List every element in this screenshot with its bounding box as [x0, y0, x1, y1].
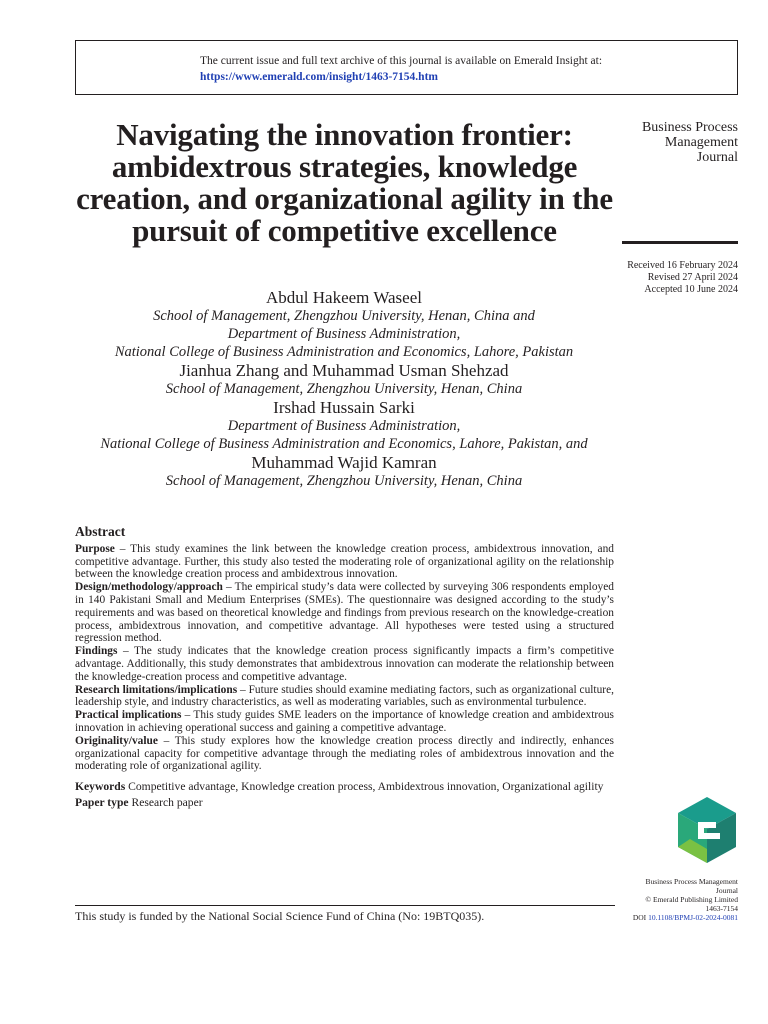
- abstract-section-label: Findings: [75, 645, 118, 658]
- author-affiliation: National College of Business Administration and Economics, Lahore, Pakistan, and: [100, 436, 588, 452]
- author-affiliation: Department of Business Administration,: [227, 418, 461, 434]
- doi-link[interactable]: 10.1108/BPMJ-02-2024-0081: [648, 913, 738, 922]
- author-affiliation: National College of Business Administration and Economics, Lahore, Pakistan: [114, 344, 574, 360]
- journal-name-line: Journal: [696, 150, 738, 165]
- abstract-findings: [75, 645, 614, 683]
- author-name: Abdul Hakeem Waseel: [266, 288, 422, 307]
- received-date: Received 16 February 2024: [627, 260, 738, 271]
- footnote-divider: [75, 905, 615, 906]
- abstract-section-text: – This study examines the link between the knowledge creation process, ambidextrous innovation, and competitive advantage. Further, this study also tested the moderating role of organizational agility on the relationship between the knowledge creation process and ambidextrous innovation.: [75, 542, 614, 581]
- abstract-section-text: – Future studies should examine mediating factors, such as organizational culture, leadership style, and industry characteristics, as well as moderating variables, such as environmental turbulence.: [75, 683, 614, 709]
- abstract-heading: Abstract: [75, 524, 126, 539]
- abstract-section-label: Research limitations/implications: [75, 683, 238, 696]
- abstract-section-text: – This study explores how the knowledge creation process directly and indirectly, enhances organizational capacity for competitive advantage through the mediating roles of ambidextrous innovation and the moderating role of organizational agility.: [75, 734, 614, 773]
- abstract-section-label: Design/methodology/approach: [75, 581, 223, 594]
- keywords: [75, 779, 614, 794]
- author-name: Jianhua Zhang and Muhammad Usman Shehzad: [179, 361, 509, 380]
- abstract-section-text: – The empirical study’s data were collected by surveying 306 respondents employed in 140 Pakistani Small and Medium Enterprises (SMEs). The questionnaire was designed according to the study’s requirements and was based on theoretical knowledge and findings from previous research on the knowledge-creation process, ambidextrous innovation, and competitive advantage. All hypotheses were tested using a structured regression method.: [75, 581, 614, 645]
- abstract-section-text: – The study indicates that the knowledge creation process significantly impacts a firm’s competitive advantage. Additionally, this study demonstrates that ambidextrous innovation can moderate the relationship between the knowledge-creation process and competitive advantage.: [75, 645, 614, 683]
- author-affiliation: School of Management, Zhengzhou University, Henan, China: [165, 473, 523, 489]
- journal-archive-link[interactable]: https://www.emerald.com/insight/1463-7154.htm: [200, 71, 438, 83]
- journal-name: [608, 120, 738, 165]
- author-list: [70, 288, 618, 490]
- abstract-originality: [75, 735, 614, 773]
- pubinfo-copyright: © Emerald Publishing Limited: [645, 895, 738, 904]
- archive-notice-text: The current issue and full text archive of this journal is available on Emerald Insight at:: [200, 55, 603, 67]
- paper-title: Navigating the innovation frontier: ambidextrous strategies, knowledge creation, and organizational agility in the pursuit of competitive excellence: [76, 117, 613, 248]
- abstract-section-text: – This study guides SME leaders on the importance of knowledge creation and ambidextrous innovation in achieving operational success and gaining a competitive advantage.: [75, 709, 614, 734]
- funding-footnote: This study is funded by the National Social Science Fund of China (No: 19BTQ035).: [75, 909, 485, 923]
- abstract-section-label: Purpose: [75, 542, 115, 555]
- abstract-design: [75, 581, 614, 645]
- archive-notice: [200, 53, 602, 85]
- abstract-purpose: [75, 543, 614, 581]
- paper-type: [75, 795, 614, 810]
- pubinfo-journal: Business Process Management: [645, 877, 738, 886]
- pubinfo-journal-2: Journal: [715, 886, 738, 895]
- doi-label: DOI: [632, 913, 649, 922]
- abstract-section-label: Originality/value: [75, 734, 158, 747]
- keywords-text: Competitive advantage, Knowledge creation process, Ambidextrous innovation, Organizational agility: [125, 780, 604, 794]
- archive-notice-box: [75, 40, 738, 95]
- journal-name-line: Management: [664, 135, 738, 150]
- abstract-practical: [75, 709, 614, 735]
- author-affiliation: Department of Business Administration,: [227, 326, 461, 342]
- emerald-logo-icon: [676, 795, 738, 865]
- author-affiliation: School of Management, Zhengzhou University, Henan, China: [165, 381, 523, 397]
- accepted-date: Accepted 10 June 2024: [644, 284, 738, 295]
- keywords-label: Keywords: [75, 780, 126, 794]
- author-name: Irshad Hussain Sarki: [273, 398, 415, 417]
- abstract-limitations: [75, 684, 614, 710]
- abstract-section-label: Practical implications: [75, 709, 182, 722]
- journal-divider: [622, 241, 738, 244]
- journal-name-line: Business Process: [641, 120, 738, 135]
- revised-date: Revised 27 April 2024: [647, 272, 738, 283]
- paper-type-text: Research paper: [128, 796, 203, 810]
- author-name: Muhammad Wajid Kamran: [251, 453, 437, 472]
- abstract: [75, 526, 614, 810]
- pubinfo-issn: 1463-7154: [705, 904, 738, 913]
- paper-type-label: Paper type: [75, 796, 129, 810]
- author-affiliation: School of Management, Zhengzhou University, Henan, China and: [153, 308, 535, 324]
- article-dates: [598, 260, 738, 296]
